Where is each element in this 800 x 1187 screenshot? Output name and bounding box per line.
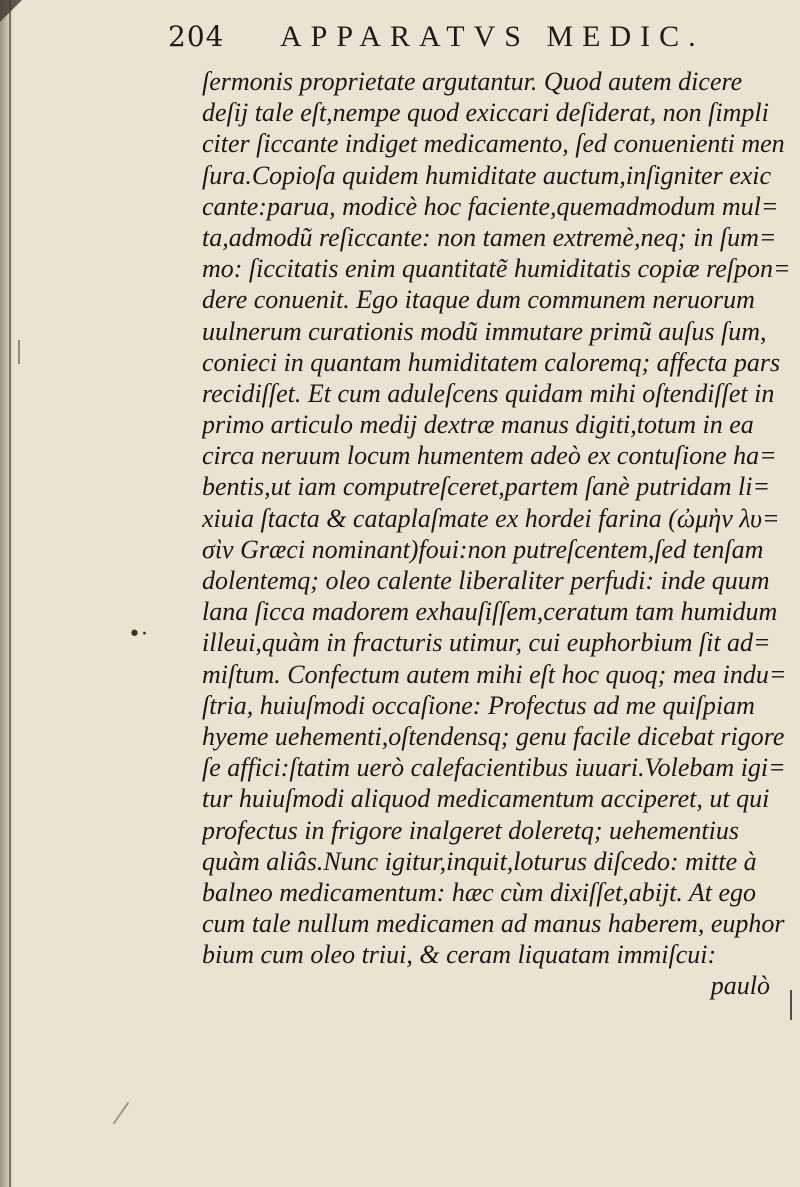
margin-mark: •·: [128, 622, 148, 647]
text-line: circa neruum locum humentem adeò ex contuſione ha=: [202, 441, 777, 471]
text-line: ſe affici:ſtatim uerò calefacientibus iuuari.Volebam igi=: [202, 753, 786, 783]
text-line: dolentemq; oleo calente liberaliter perfudi: inde quum: [202, 566, 770, 595]
body-text: [202, 66, 798, 1002]
running-title: APPARATVS MEDIC.: [280, 20, 705, 53]
margin-stroke: [113, 1102, 130, 1124]
text-line: citer ſiccante indiget medicamento, ſed conuenienti men: [202, 129, 785, 159]
text-line: ſura.Copioſa quidem humiditate auctum,inſigniter exic: [202, 160, 772, 190]
text-line: lana ſicca madorem exhauſiſſem,ceratum tam humidum: [202, 597, 778, 627]
text-line: tur huiuſmodi aliquod medicamentum acciperet, ut qui: [202, 784, 770, 814]
text-line: recidiſſet. Et cum aduleſcens quidam mihi oſtendiſſet in: [202, 378, 775, 408]
text-line: bium cum oleo triui, & ceram liquatam immiſcui:: [202, 940, 717, 970]
text-line: quàm aliâs.Nunc igitur,inquit,loturus diſcedo: mitte à: [202, 846, 757, 876]
text-line: profectus in frigore inalgeret doleretq; uehementius: [202, 815, 739, 845]
text-line: primo articulo medij dextræ manus digiti,totum in ea: [202, 410, 754, 440]
corner-mark: [0, 0, 22, 22]
text-line: balneo medicamentum: hæc cùm dixiſſet,abijt. At ego: [202, 877, 757, 907]
text-line: uulnerum curationis modũ immutare primũ auſus ſum,: [202, 316, 767, 346]
text-line: bentis,ut iam computreſceret,partem ſanè putridam li=: [202, 472, 771, 502]
text-line: mo: ſiccitatis enim quantitatẽ humiditatis copiæ reſpon=: [202, 254, 791, 284]
text-line: xiuia ſtacta & cataplaſmate ex hordei farina (ὠμὴν λυ=: [202, 503, 780, 533]
text-line: cum tale nullum medicamen ad manus haberem, euphor: [202, 909, 785, 939]
text-line: dere conuenit. Ego itaque dum communem neruorum: [202, 285, 755, 315]
text-line: cante:parua, modicè hoc faciente,quemadmodum mul=: [202, 191, 779, 221]
text-line: conieci in quantam humiditatem caloremq; affecta pars: [202, 347, 781, 377]
text-line: σὶν Græci nominant)foui:non putreſcentem,ſed tenſam: [202, 534, 764, 564]
page-binding-edge: [9, 0, 11, 1187]
margin-stroke: [18, 340, 20, 364]
text-line: ſtria, huiuſmodi occaſione: Profectus ad me quiſpiam: [202, 690, 755, 720]
text-line: deſij tale eſt,nempe quod exiccari deſiderat, non ſimpli: [202, 98, 769, 128]
text-line: miſtum. Confectum autem mihi eſt hoc quoq; mea indu=: [202, 659, 787, 689]
catchword: paulò: [710, 971, 770, 1001]
text-line: illeui,quàm in fracturis utimur, cui euphorbium ſit ad=: [202, 628, 771, 658]
text-line: ſermonis proprietate argutantur. Quod autem dicere: [202, 67, 743, 96]
text-line: ta,admodũ reſiccante: non tamen extremè,neq; in ſum=: [202, 222, 777, 252]
running-head: [168, 20, 728, 64]
page-gutter-shadow: [0, 0, 14, 1187]
text-line: hyeme uehementi,oſtendensq; genu facile dicebat rigore: [202, 721, 785, 751]
page-number: 204: [168, 20, 225, 53]
margin-stroke: [790, 990, 792, 1020]
